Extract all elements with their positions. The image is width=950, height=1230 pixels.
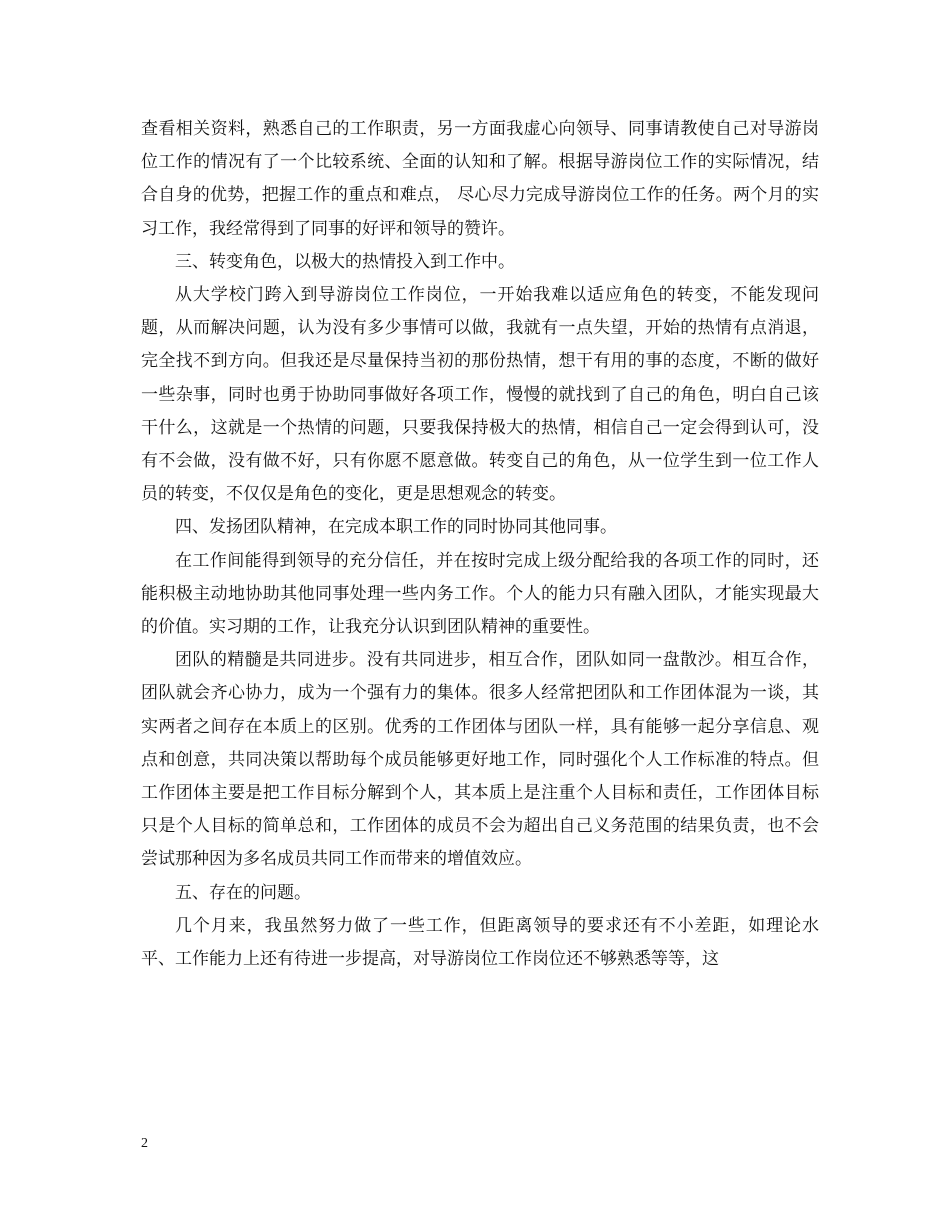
paragraph: 几个月来，我虽然努力做了一些工作，但距离领导的要求还有不小差距，如理论水平、工作能力上还有待进一步提高，对导游岗位工作岗位还不够熟悉等等，这 xyxy=(141,915,819,970)
paragraph: 在工作间能得到领导的充分信任，并在按时完成上级分配给我的各项工作的同时，还能积极主动地协助其他同事处理一些内务工作。个人的能力只有融入团队，才能实现最大的价值。实习期的工作，让我充分认识到团队精神的重要性。 xyxy=(141,550,819,638)
page-number: 2 xyxy=(141,1136,148,1151)
paragraph: 团队的精髓是共同进步。没有共同进步，相互合作，团队如同一盘散沙。相互合作，团队就会齐心协力，成为一个强有力的集体。很多人经常把团队和工作团体混为一谈，其实两者之间存在本质上的区别。优秀的工作团体与团队一样，具有能够一起分享信息、观点和创意，共同决策以帮助每个成员能够更好地工作，同时强化个人工作标准的特点。但工作团体主要是把工作目标分解到个人，其本质上是注重个人目标和责任，工作团体目标只是个人目标的简单总和，工作团体的成员不会为超出自己义务范围的结果负责，也不会尝试那种因为多名成员共同工作而带来的增值效应。 xyxy=(141,650,819,870)
paragraph: 查看相关资料，熟悉自己的工作职责，另一方面我虚心向领导、同事请教使自己对导游岗位工作的情况有了一个比较系统、全面的认知和了解。根据导游岗位工作的实际情况，结合自身的优势，把握工作的重点和难点， 尽心尽力完成导游岗位工作的任务。两个月的实习工作，我经常得到了同事的好评和领导的赞许。 xyxy=(141,119,819,239)
section-heading: 五、存在的问题。 xyxy=(175,882,311,903)
paragraph: 从大学校门跨入到导游岗位工作岗位，一开始我难以适应角色的转变，不能发现问题，从而解决问题，认为没有多少事情可以做，我就有一点失望，开始的热情有点消退，完全找不到方向。但我还是尽量保持当初的那份热情，想干有用的事的态度，不断的做好一些杂事，同时也勇于协助同事做好各项工作，慢慢的就找到了自己的角色，明白自己该干什么，这就是一个热情的问题，只要我保持极大的热情，相信自己一定会得到认可，没有不会做，没有做不好，只有你愿不愿意做。转变自己的角色，从一位学生到一位工作人员的转变，不仅仅是角色的变化，更是思想观念的转变。 xyxy=(141,285,819,505)
body-text xyxy=(141,113,819,976)
section-heading: 四、发扬团队精神，在完成本职工作的同时协同其他同事。 xyxy=(175,517,617,538)
section-heading: 三、转变角色，以极大的热情投入到工作中。 xyxy=(175,251,515,272)
